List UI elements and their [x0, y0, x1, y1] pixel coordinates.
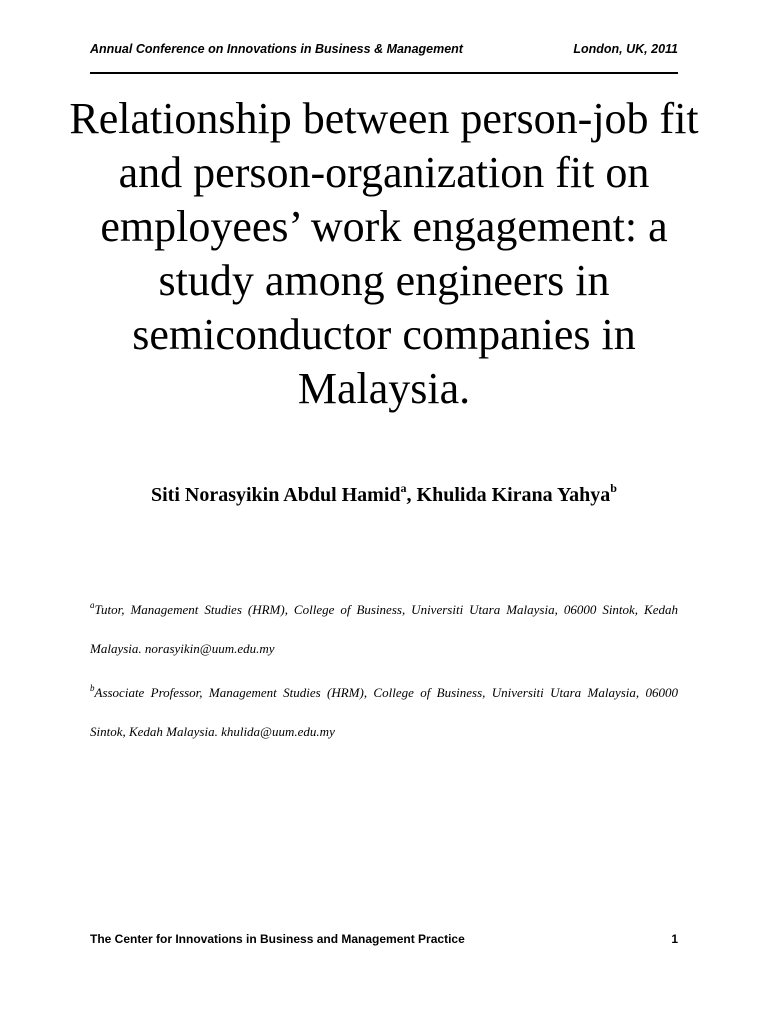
affiliation-a [90, 590, 678, 668]
author-affiliation-mark: b [610, 481, 617, 495]
header-divider [90, 72, 678, 74]
affiliation-text: Tutor, Management Studies (HRM), College of Business, Universiti Utara Malaysia, 06000 Sintok, Kedah Malaysia. norasyikin@uum.edu.my [90, 602, 678, 656]
affiliation-mark: b [90, 683, 95, 693]
paper-title: Relationship between person-job fit and person-organization fit on employees’ work engagement: a study among engineers in semiconductor companies in Malaysia. [69, 94, 699, 413]
author-list [60, 468, 708, 522]
affiliation-b [90, 673, 678, 751]
author-name: Siti Norasyikin Abdul Hamid [151, 484, 401, 506]
conference-name: Annual Conference on Innovations in Business & Management [90, 42, 463, 56]
author-separator: , [406, 484, 417, 506]
footer-organization: The Center for Innovations in Business and Management Practice [90, 932, 465, 946]
conference-location-date: London, UK, 2011 [573, 42, 678, 56]
page-number: 1 [671, 932, 678, 946]
affiliation-mark: a [90, 600, 95, 610]
running-header [90, 42, 678, 66]
page-footer [90, 932, 678, 946]
author-affiliation-mark: a [400, 481, 407, 495]
affiliation-text: Associate Professor, Management Studies (HRM), College of Business, Universiti Utara Malaysia, 06000 Sintok, Kedah Malaysia. khulida@uum.edu.my [90, 685, 678, 739]
author-name: Khulida Kirana Yahya [416, 484, 611, 506]
